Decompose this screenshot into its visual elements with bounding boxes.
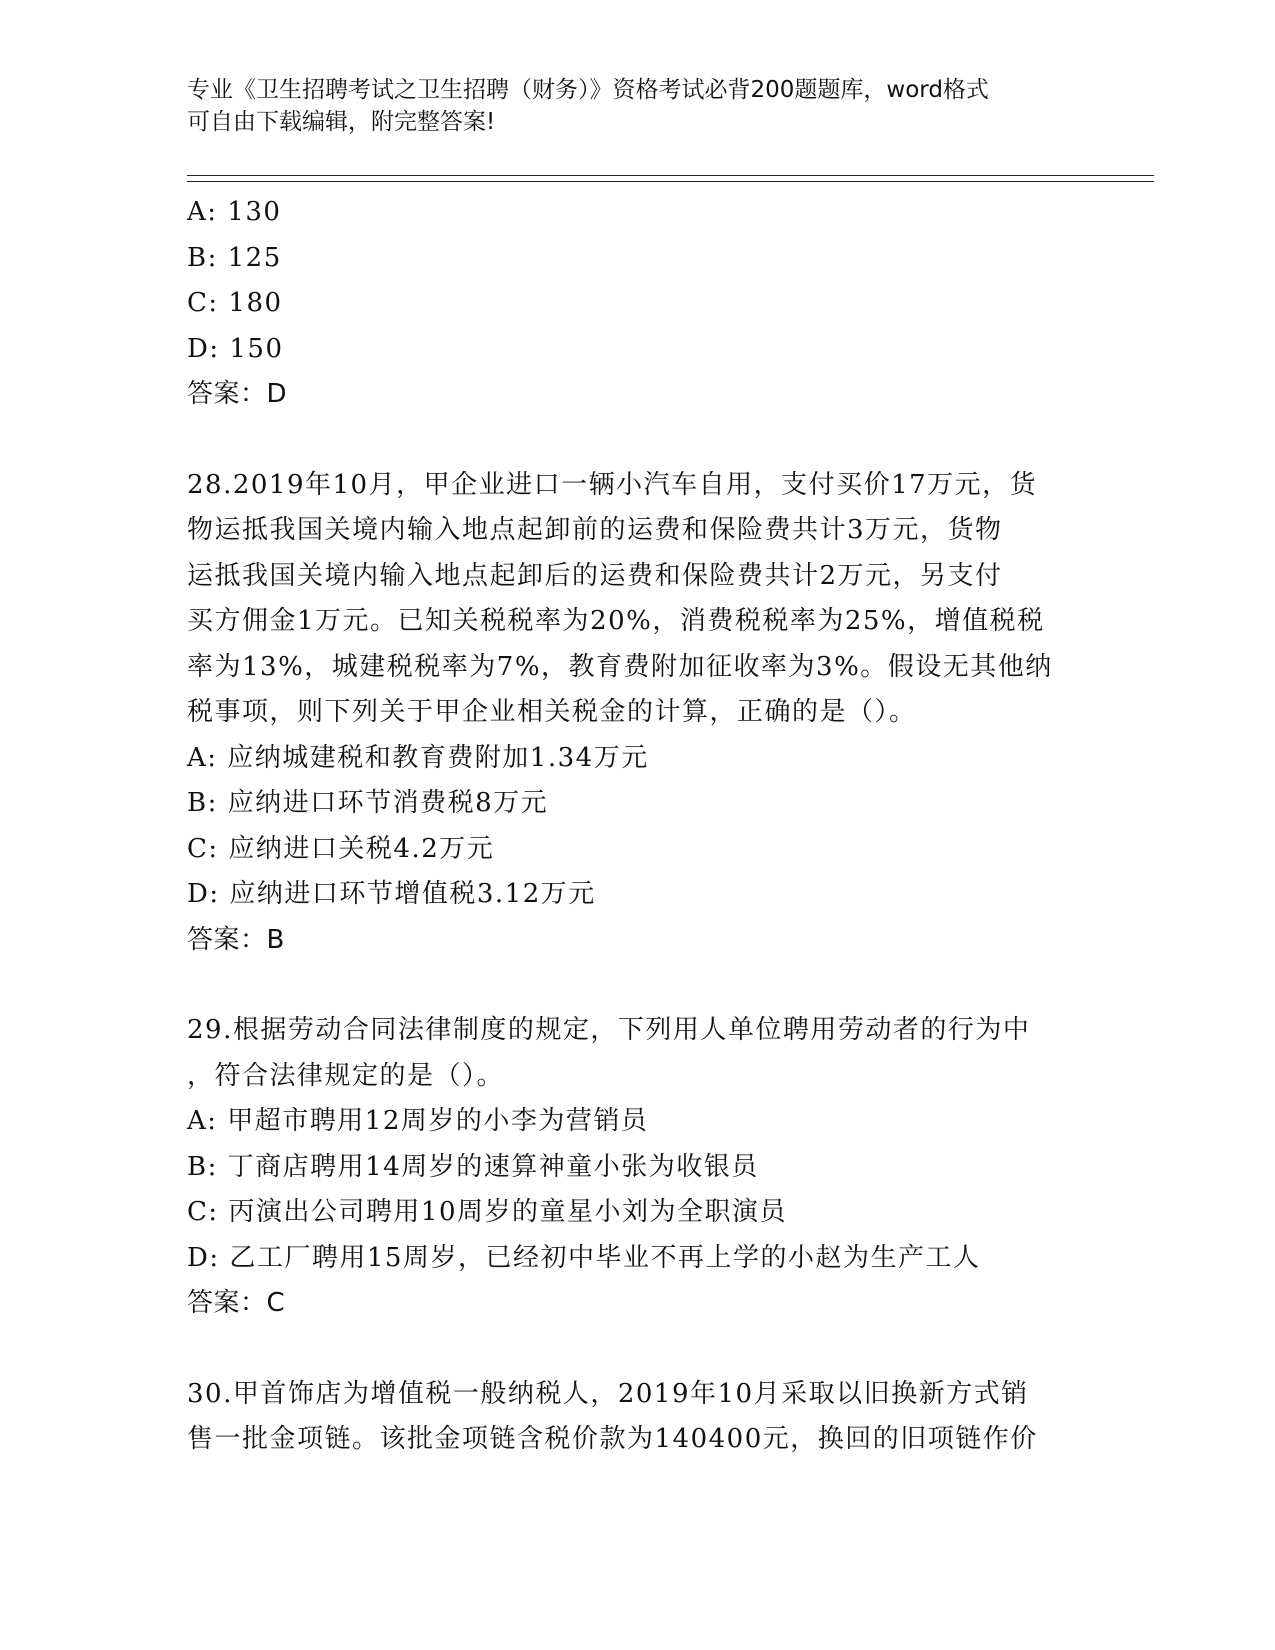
question-30 [187,1372,1087,1463]
option-d: D: 乙工厂聘用15周岁，已经初中毕业不再上学的小赵为生产工人 [187,1242,981,1273]
question-content [187,190,1087,1463]
option-d: D: 150 [187,333,284,364]
question-stem-line: 30.甲首饰店为增值税一般纳税人，2019年10月采取以旧换新方式销 [187,1378,1029,1409]
header-title-line-1: 专业《卫生招聘考试之卫生招聘（财务）》资格考试必背200题题库，word格式 [187,77,989,103]
option-a: A: 甲超市聘用12周岁的小李为营销员 [187,1106,649,1136]
question-stem-line: 物运抵我国关境内输入地点起卸前的运费和保险费共计3万元，货物 [187,515,1003,545]
question-stem-line: ，符合法律规定的是（）。 [187,1060,505,1091]
option-b: B: 丁商店聘用14周岁的速算神童小张为收银员 [187,1151,759,1182]
question-stem-line: 税事项，则下列关于甲企业相关税金的计算，正确的是（）。 [187,697,917,727]
option-a: A: 应纳城建税和教育费附加1.34万元 [187,742,649,773]
question-stem-line: 买方佣金1万元。已知关税税率为20%，消费税税率为25%，增值税税 [187,606,1045,636]
header-title-line-2: 可自由下载编辑，附完整答案! [187,109,496,135]
question-stem-line: 售一批金项链。该批金项链含税价款为140400元，换回的旧项链作价 [187,1424,1038,1454]
option-b: B: 125 [187,242,282,273]
option-b: B: 应纳进口环节消费税8万元 [187,788,549,818]
option-d: D: 应纳进口环节增值税3.12万元 [187,879,596,909]
answer: 答案：B [187,924,285,955]
answer: 答案：D [187,379,288,409]
answer: 答案：C [187,1288,286,1318]
option-a: A: 130 [187,197,282,227]
option-c: C: 应纳进口关税4.2万元 [187,833,495,864]
question-28 [187,463,1087,964]
spacer [187,418,1087,463]
spacer [187,1327,1087,1372]
document-header [187,74,1067,138]
spacer [187,963,1087,1008]
option-c: C: 180 [187,288,283,318]
header-divider-top [187,175,1154,176]
question-29 [187,1008,1087,1327]
question-stem-line: 28.2019年10月，甲企业进口一辆小汽车自用，支付买价17万元，货 [187,469,1038,500]
question-stem-line: 运抵我国关境内输入地点起卸后的运费和保险费共计2万元，另支付 [187,560,1003,591]
question-stem-line: 率为13%，城建税税率为7%，教育费附加征收率为3%。假设无其他纳 [187,651,1053,682]
question-27 [187,190,1087,418]
option-c: C: 丙演出公司聘用10周岁的童星小刘为全职演员 [187,1197,788,1227]
header-divider-bottom [187,181,1154,182]
question-stem-line: 29.根据劳动合同法律制度的规定，下列用人单位聘用劳动者的行为中 [187,1015,1031,1045]
